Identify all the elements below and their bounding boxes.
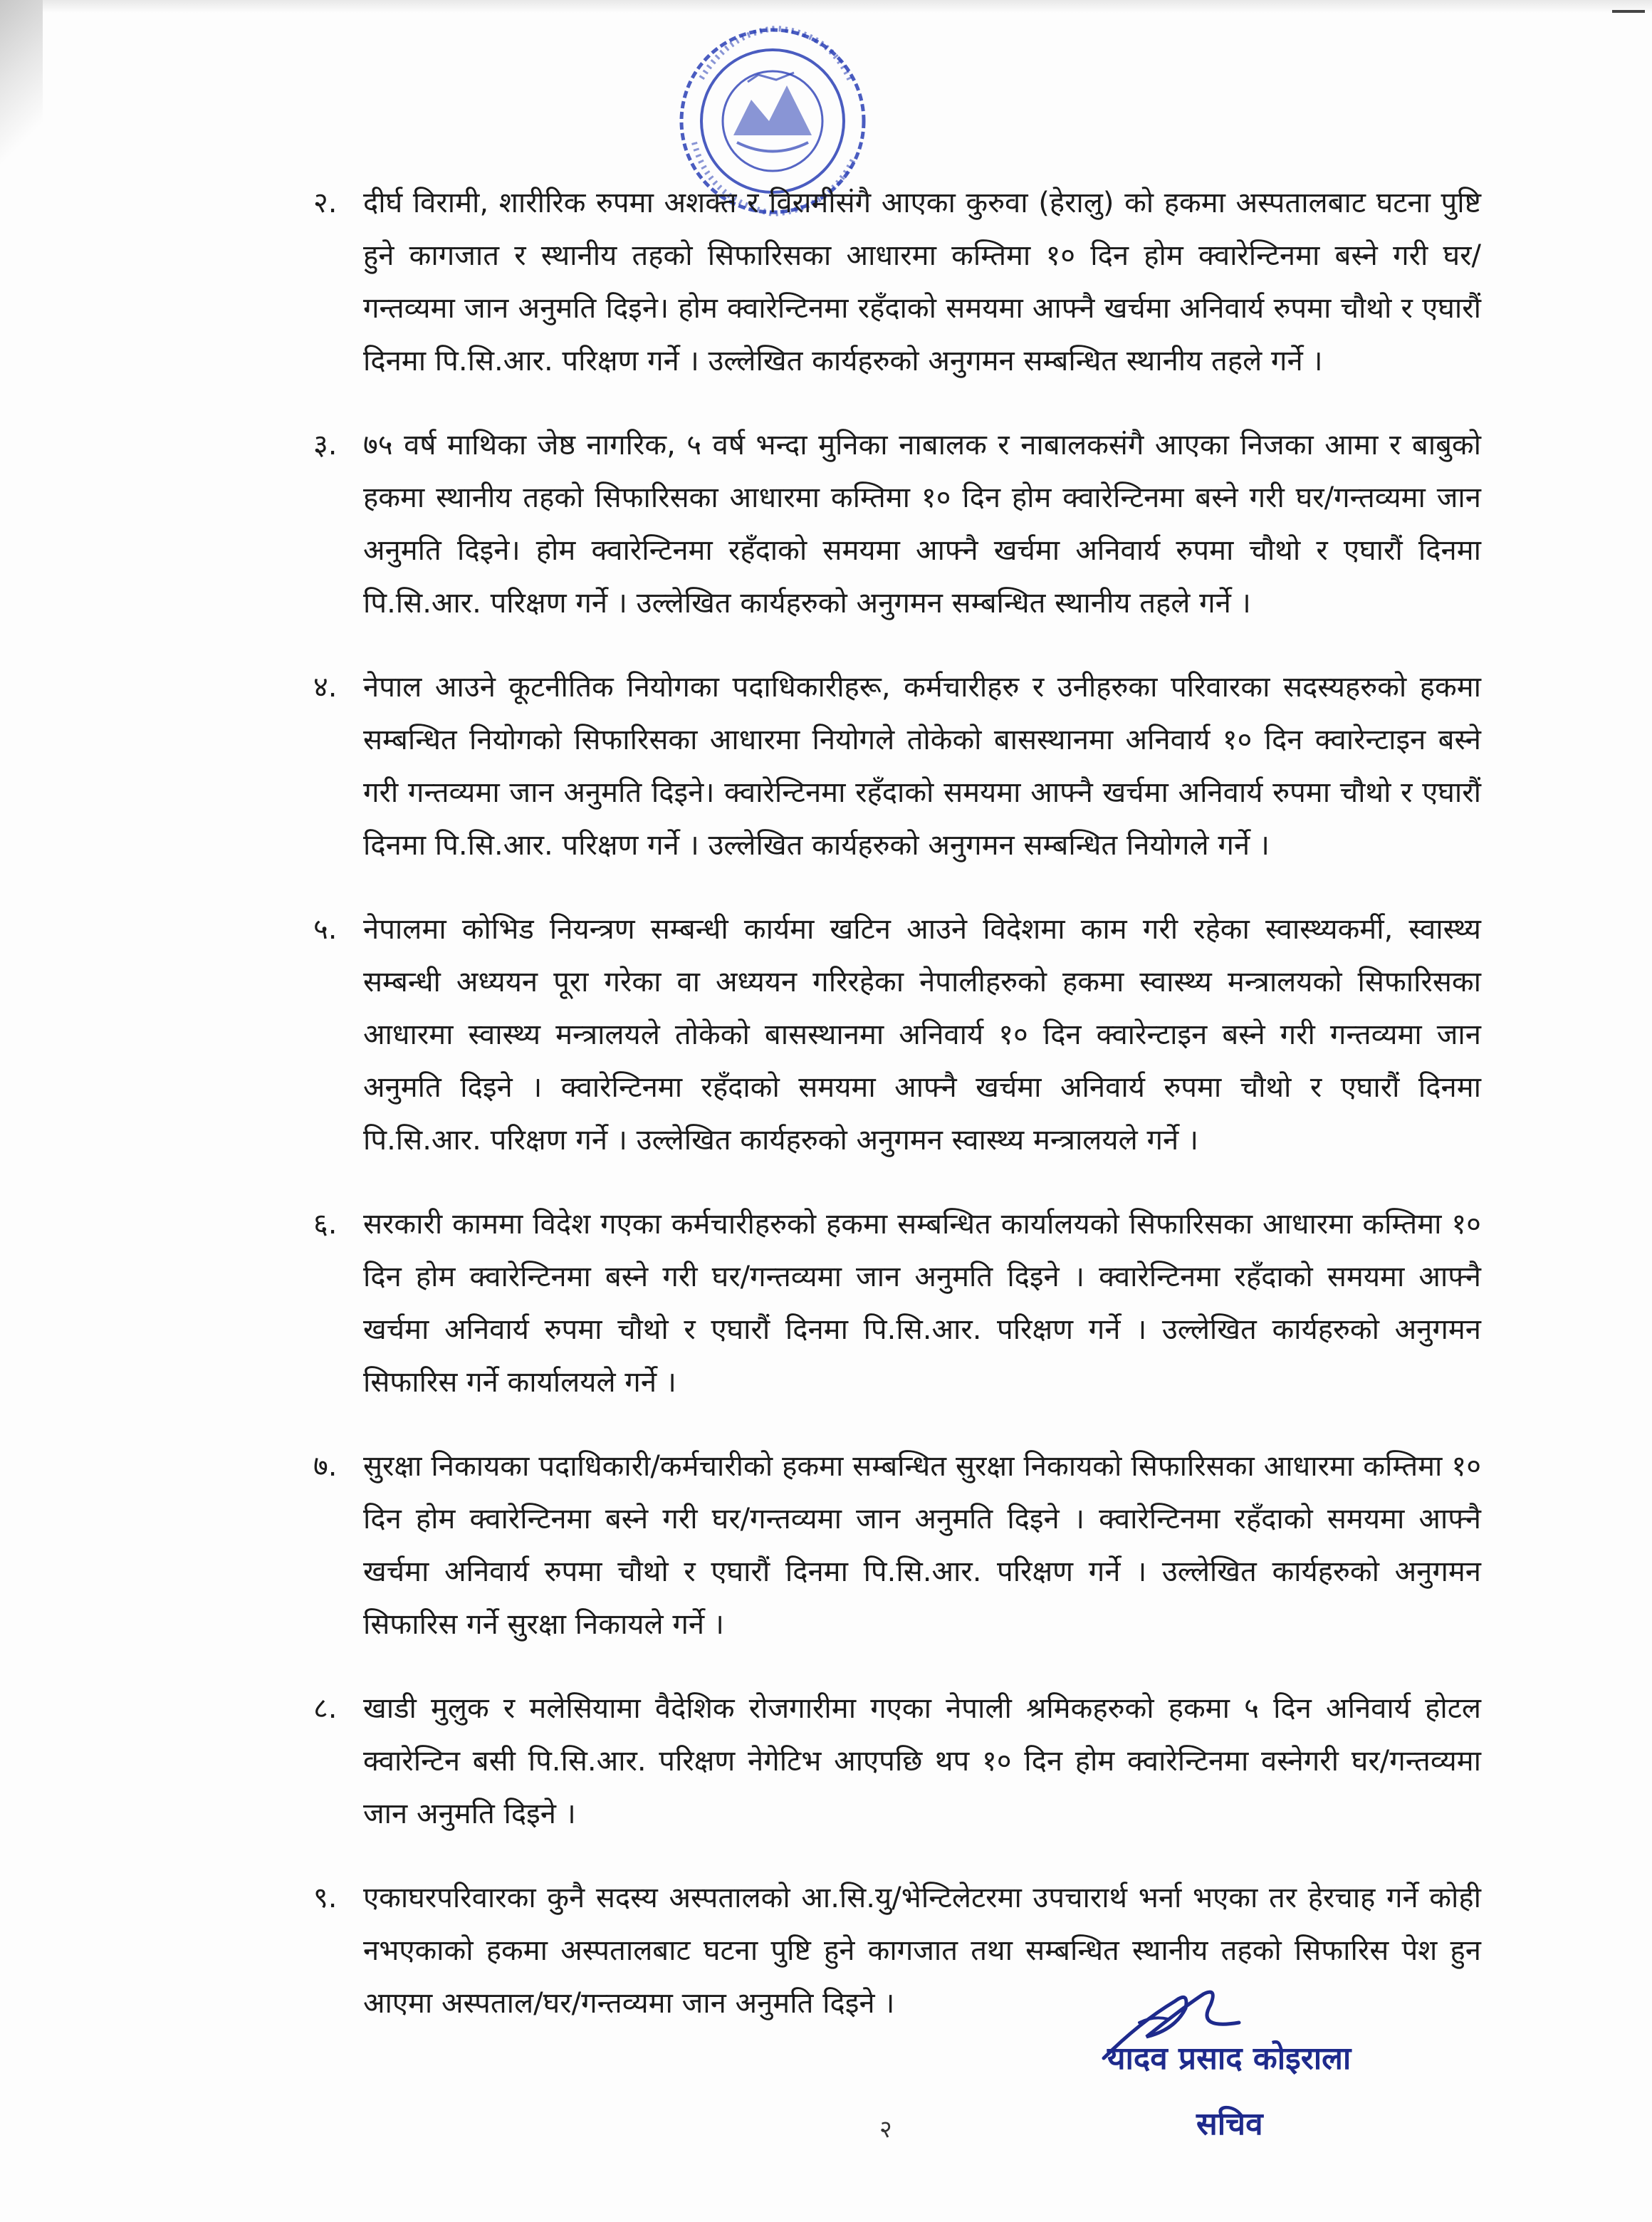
provision-text: सुरक्षा निकायका पदाधिकारी/कर्मचारीको हकमा सम्बन्धित सुरक्षा निकायको सिफारिसका आधारमा कम्तिमा १० दिन होम क्वारेन्टिनमा बस्ने गरी घर/गन्तव्यमा जान अनुमति दिइने । क्वारेन्टिनमा रहँदाको समयमा आफ्नै खर्चमा अनिवार्य रुपमा चौथो र एघारौं दिनमा पि.सि.आर. परिक्षण गर्ने । उल्लेखित कार्यहरुको अनुगमन सिफारिस गर्ने सुरक्षा निकायले गर्ने ।: [363, 1450, 1481, 1641]
provision-text: सरकारी काममा विदेश गएका कर्मचारीहरुको हकमा सम्बन्धित कार्यालयको सिफारिसका आधारमा कम्तिमा १० दिन होम क्वारेन्टिनमा बस्ने गरी घर/गन्तव्यमा जान अनुमति दिइने । क्वारेन्टिनमा रहँदाको समयमा आफ्नै खर्चमा अनिवार्य रुपमा चौथो र एघारौं दिनमा पि.सि.आर. परिक्षण गर्ने । उल्लेखित कार्यहरुको अनुगमन सिफारिस गर्ने कार्यालयले गर्ने ।: [363, 1208, 1481, 1399]
provision-text: एकाघरपरिवारका कुनै सदस्य अस्पतालको आ.सि.यु/भेन्टिलेटरमा उपचारार्थ भर्ना भएका तर हेरचाह गर्ने कोही नभएकाको हकमा अस्पतालबाट घटना पुष्टि हुने कागजात तथा सम्बन्धित स्थानीय तहको सिफारिस पेश हुन आएमा अस्पताल/घर/गन्तव्यमा जान अनुमति दिइने ।: [363, 1882, 1481, 2020]
provision-item: [313, 177, 1481, 387]
numbered-provisions-list: [313, 177, 1481, 2061]
provision-text: नेपालमा कोभिड नियन्त्रण सम्बन्धी कार्यमा खटिन आउने विदेशमा काम गरी रहेका स्वास्थ्यकर्मी, स्वास्थ्य सम्बन्धी अध्ययन पूरा गरेका वा अध्ययन गरिरहेका नेपालीहरुको हकमा स्वास्थ्य मन्त्रालयको सिफारिसका आधारमा स्वास्थ्य मन्त्रालयले तोकेको बासस्थानमा अनिवार्य १० दिन क्वारेन्टाइन बस्ने गरी गन्तव्यमा जान अनुमति दिइने । क्वारेन्टिनमा रहँदाको समयमा आफ्नै खर्चमा अनिवार्य रुपमा चौथो र एघारौं दिनमा पि.सि.आर. परिक्षण गर्ने । उल्लेखित कार्यहरुको अनुगमन स्वास्थ्य मन्त्रालयले गर्ने ।: [363, 913, 1481, 1157]
provision-number: ३.: [313, 429, 338, 461]
provision-number: २.: [313, 187, 338, 219]
provision-text: दीर्घ विरामी, शारीरिक रुपमा अशक्त र विरामीसंगै आएका कुरुवा (हेरालु) को हकमा अस्पतालबाट घटना पुष्टि हुने कागजात र स्थानीय तहको सिफारिसका आधारमा कम्तिमा १० दिन होम क्वारेन्टिनमा बस्ने गरी घर/गन्तव्यमा जान अनुमति दिइने। होम क्वारेन्टिनमा रहँदाको समयमा आफ्नै खर्चमा अनिवार्य रुपमा चौथो र एघारौं दिनमा पि.सि.आर. परिक्षण गर्ने । उल्लेखित कार्यहरुको अनुगमन सम्बन्धित स्थानीय तहले गर्ने ।: [363, 187, 1481, 377]
provision-text: ७५ वर्ष माथिका जेष्ठ नागरिक, ५ वर्ष भन्दा मुनिका नाबालक र नाबालकसंगै आएका निजका आमा र बाबुको हकमा स्थानीय तहको सिफारिसका आधारमा कम्तिमा १० दिन होम क्वारेन्टिनमा बस्ने गरी घर/गन्तव्यमा जान अनुमति दिइने। होम क्वारेन्टिनमा रहँदाको समयमा आफ्नै खर्चमा अनिवार्य रुपमा चौथो र एघारौं दिनमा पि.सि.आर. परिक्षण गर्ने । उल्लेखित कार्यहरुको अनुगमन सम्बन्धित स्थानीय तहले गर्ने ।: [363, 429, 1481, 620]
provision-item: [313, 903, 1481, 1167]
provision-number: ७.: [313, 1450, 338, 1483]
provision-item: [313, 1872, 1481, 2030]
scan-corner-mark: [1612, 10, 1645, 13]
provision-item: [313, 419, 1481, 630]
provision-item: [313, 661, 1481, 872]
scan-top-edge: [28, 0, 1652, 13]
provision-number: ४.: [313, 671, 338, 704]
page-number: २: [879, 2115, 892, 2144]
signatory-name: यादव प्रसाद कोइराला: [1107, 2040, 1352, 2077]
provision-item: [313, 1440, 1481, 1651]
provision-number: ८.: [313, 1692, 338, 1725]
provision-number: ६.: [313, 1208, 338, 1241]
provision-text: खाडी मुलुक र मलेसियामा वैदेशिक रोजगारीमा गएका नेपाली श्रमिकहरुको हकमा ५ दिन अनिवार्य होटल क्वारेन्टिन बसी पि.सि.आर. परिक्षण नेगेटिभ आएपछि थप १० दिन होम क्वारेन्टिनमा वस्नेगरी घर/गन्तव्यमा जान अनुमति दिइने ।: [363, 1692, 1481, 1830]
scan-corner-shadow: [0, 0, 43, 178]
signatory-title: सचिव: [1196, 2106, 1263, 2142]
provision-number: ५.: [313, 913, 338, 946]
provision-item: [313, 1682, 1481, 1840]
provision-item: [313, 1198, 1481, 1409]
provision-text: नेपाल आउने कूटनीतिक नियोगका पदाधिकारीहरू, कर्मचारीहरु र उनीहरुका परिवारका सदस्यहरुको हकमा सम्बन्धित नियोगको सिफारिसका आधारमा नियोगले तोकेको बासस्थानमा अनिवार्य १० दिन क्वारेन्टाइन बस्ने गरी गन्तव्यमा जान अनुमति दिइने। क्वारेन्टिनमा रहँदाको समयमा आफ्नै खर्चमा अनिवार्य रुपमा चौथो र एघारौं दिनमा पि.सि.आर. परिक्षण गर्ने । उल्लेखित कार्यहरुको अनुगमन सम्बन्धित नियोगले गर्ने ।: [363, 671, 1481, 862]
provision-number: ९.: [313, 1882, 338, 1914]
